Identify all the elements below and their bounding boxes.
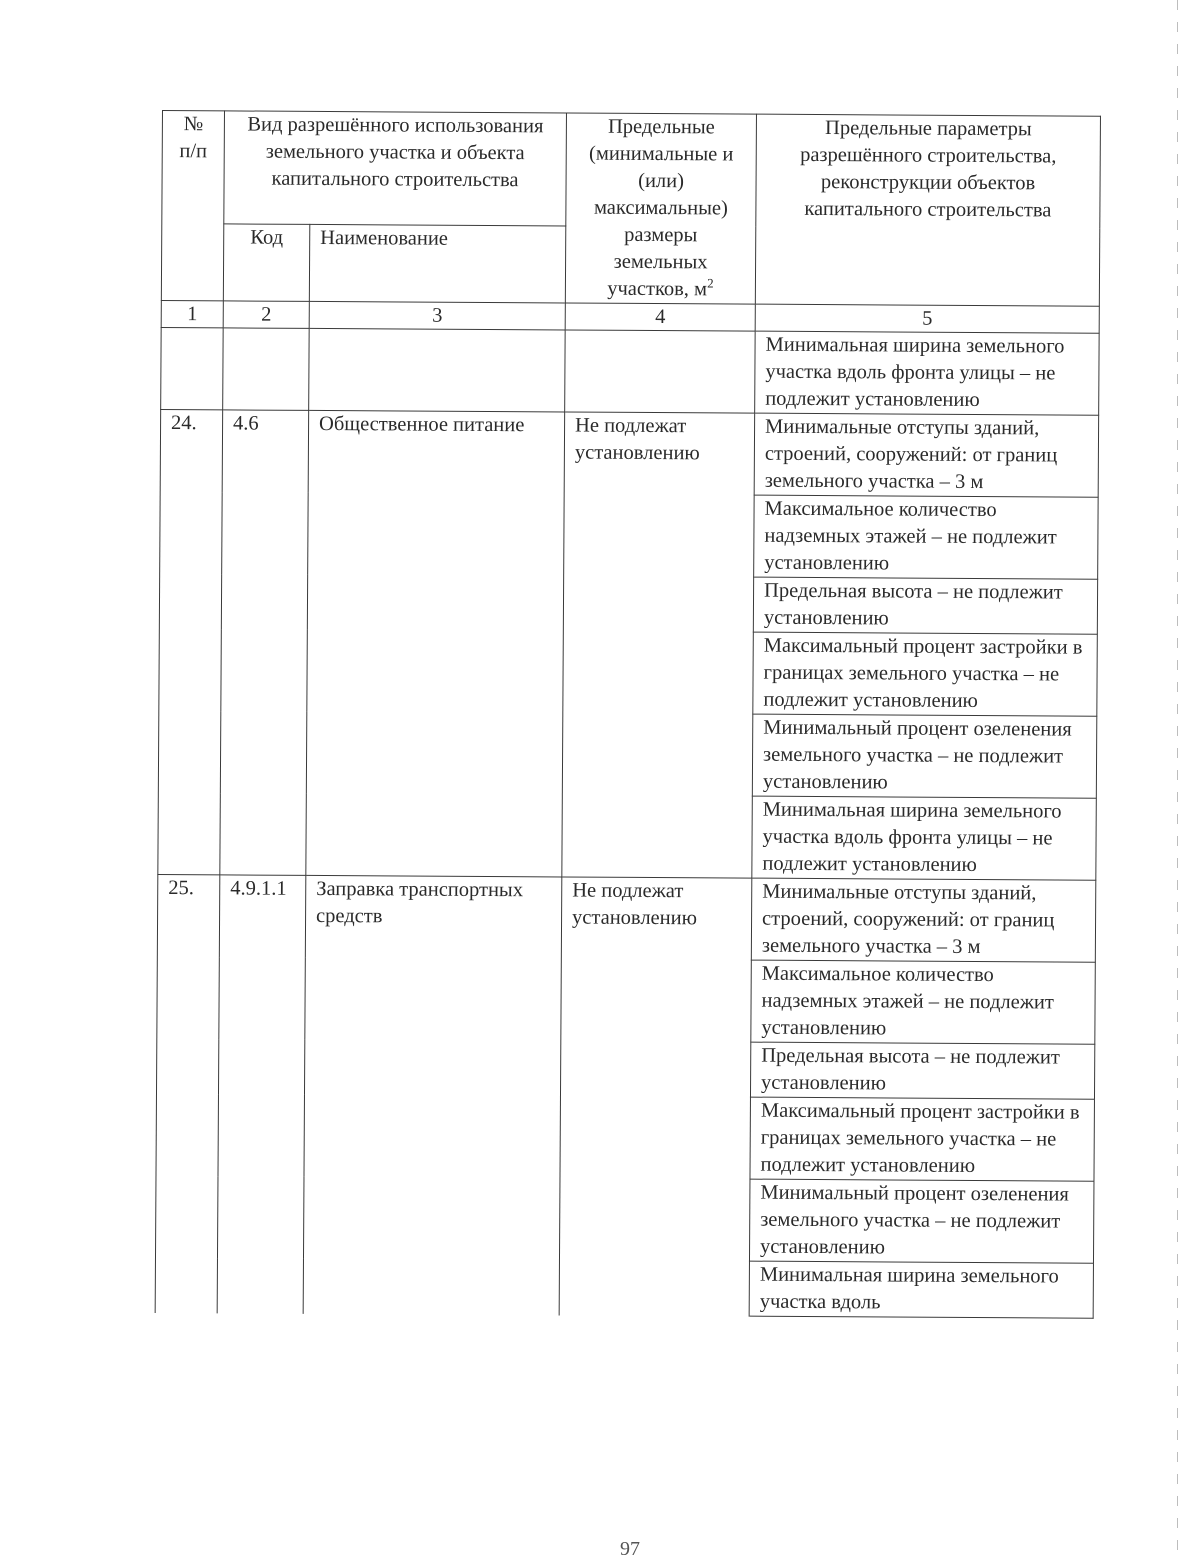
row-number: 25. [155, 874, 220, 1312]
param-cell: Максимальное количество надземных этажей – не подлежит установлению [751, 960, 1095, 1044]
table-cell [309, 328, 565, 412]
table-cell [223, 328, 309, 411]
row-name: Заправка транспортных средств [303, 875, 562, 1315]
row-number: 24. [158, 409, 223, 874]
header-sizes-text: Предельные (минимальные и (или) максимальные) размеры земельных участков, м [589, 115, 734, 301]
row-name: Общественное питание [306, 410, 565, 877]
header-sizes [565, 113, 756, 304]
header-num: № п/п [161, 111, 224, 301]
param-cell: Минимальные отступы зданий, строений, сооружений: от границ земельного участка – 3 м [751, 878, 1095, 962]
param-cell: Минимальный процент озеленения земельного участка – не подлежит установлению [752, 714, 1096, 798]
param-cell: Предельная высота – не подлежит установлению [750, 1042, 1094, 1099]
param-cell: Минимальная ширина земельного участка вдоль фронта улицы – не подлежит установлению [755, 331, 1099, 415]
param-cell: Максимальный процент застройки в границах земельного участка – не подлежит установлению [753, 632, 1097, 716]
param-cell: Максимальное количество надземных этажей – не подлежит установлению [754, 495, 1098, 579]
param-cell: Минимальный процент озеленения земельного участка – не подлежит установлению [749, 1179, 1093, 1263]
header-use-kind: Вид разрешённого использования земельного участка и объекта капитального строительства [224, 111, 567, 226]
row-code: 4.9.1.1 [217, 875, 306, 1314]
param-cell: Предельная высота – не подлежит установлению [753, 577, 1097, 634]
column-number: 1 [161, 300, 223, 327]
page-number: 97 [620, 1538, 640, 1560]
table-row [160, 409, 1098, 497]
param-cell: Минимальная ширина земельного участка вдоль фронта улицы – не подлежит установлению [752, 796, 1096, 880]
column-number: 3 [309, 301, 565, 330]
header-params: Предельные параметры разрешённого строительства, реконструкции объектов капитального строительства [755, 114, 1100, 306]
table-row [157, 874, 1095, 962]
header-name: Наименование [309, 224, 565, 303]
table-cell [565, 330, 755, 413]
row-code: 4.6 [220, 410, 309, 876]
column-number: 5 [755, 304, 1099, 333]
carryover-row [161, 327, 1099, 415]
param-cell: Минимальные отступы зданий, строений, сооружений: от границ земельного участка – 3 м [754, 413, 1098, 497]
row-sizes: Не подлежат установлению [559, 877, 752, 1316]
param-cell: Максимальный процент застройки в границах земельного участка – не подлежит установлению [750, 1097, 1094, 1181]
scan-edge-marks [1177, 0, 1178, 1553]
header-code: Код [223, 223, 309, 301]
land-use-regulations-table [155, 110, 1101, 1319]
table-cell [161, 327, 223, 409]
column-number: 4 [565, 303, 755, 331]
row-sizes: Не подлежат установлению [562, 412, 755, 878]
header-sizes-sup: 2 [707, 275, 714, 291]
column-number: 2 [223, 301, 309, 329]
param-cell: Минимальная ширина земельного участка вдоль [749, 1261, 1093, 1318]
